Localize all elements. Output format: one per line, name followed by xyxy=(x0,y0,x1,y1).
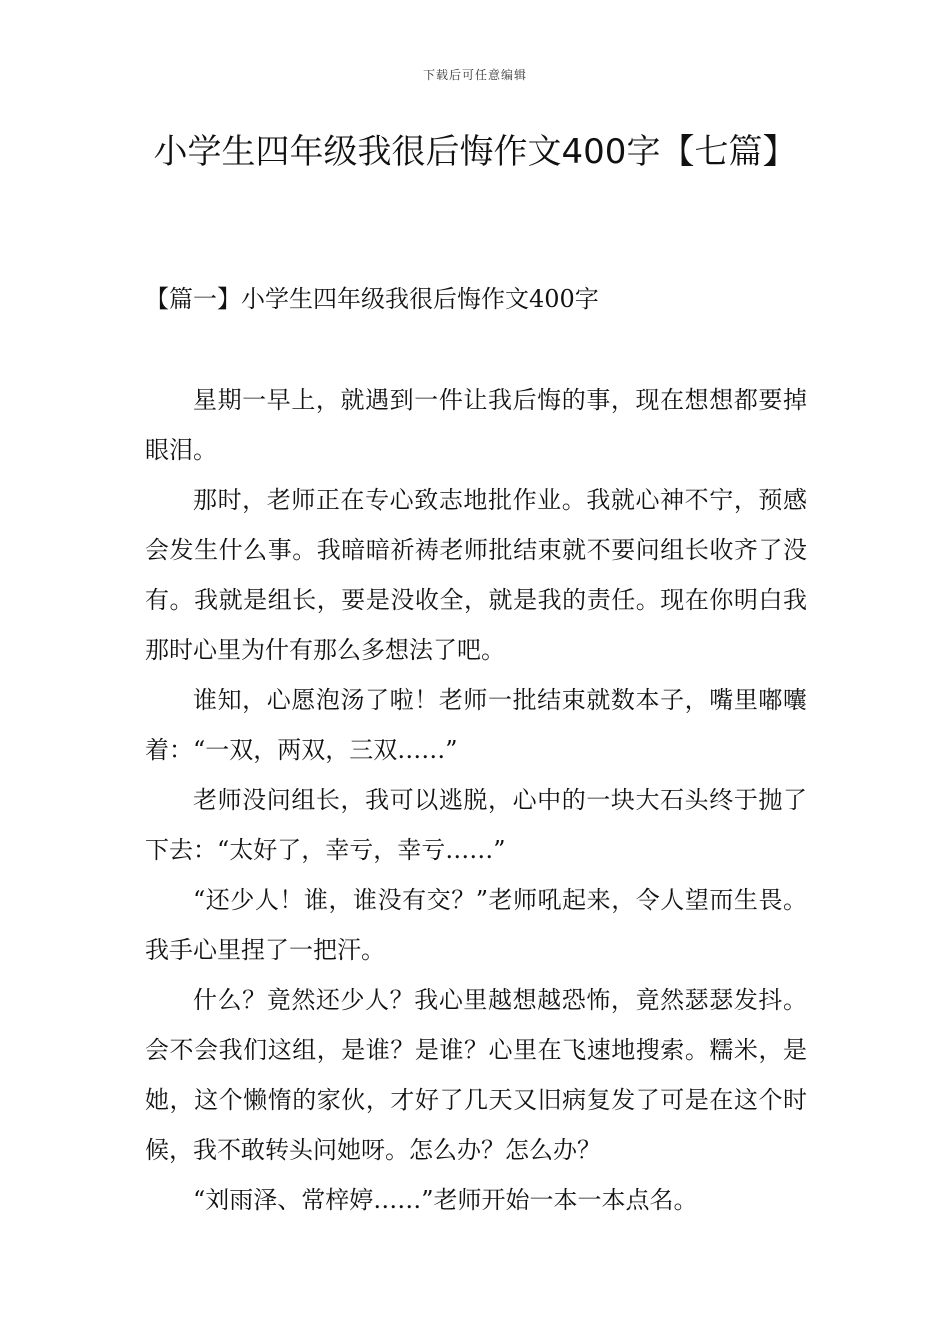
paragraph: “还少人！谁，谁没有交？”老师吼起来，令人望而生畏。我手心里捏了一把汗。 xyxy=(145,886,807,964)
header-note: 下载后可任意编辑 xyxy=(422,68,527,82)
paragraph: 那时，老师正在专心致志地批作业。我就心神不宁，预感会发生什么事。我暗暗祈祷老师批结束就不要问组长收齐了没有。我就是组长，要是没收全，就是我的责任。现在你明白我那时心里为什有那么多想法了吧。 xyxy=(145,486,807,664)
paragraph: 谁知，心愿泡汤了啦！老师一批结束就数本子，嘴里嘟囔着：“一双，两双，三双……” xyxy=(145,686,807,764)
paragraph: 星期一早上，就遇到一件让我后悔的事，现在想想都要掉眼泪。 xyxy=(145,386,807,464)
document-title: 小学生四年级我很后悔作文400字【七篇】 xyxy=(153,132,797,172)
paragraph: 老师没问组长，我可以逃脱，心中的一块大石头终于抛了下去：“太好了，幸亏，幸亏……” xyxy=(145,786,807,864)
article-body xyxy=(145,375,807,1225)
section-heading: 【篇一】小学生四年级我很后悔作文400字 xyxy=(145,285,599,313)
paragraph: 什么？竟然还少人？我心里越想越恐怖，竟然瑟瑟发抖。会不会我们这组，是谁？是谁？心里在飞速地搜索。糯米，是她，这个懒惰的家伙，才好了几天又旧病复发了可是在这个时候，我不敢转头问她呀。怎么办？怎么办？ xyxy=(145,986,807,1164)
paragraph: “刘雨泽、常梓婷……”老师开始一本一本点名。 xyxy=(193,1186,698,1214)
